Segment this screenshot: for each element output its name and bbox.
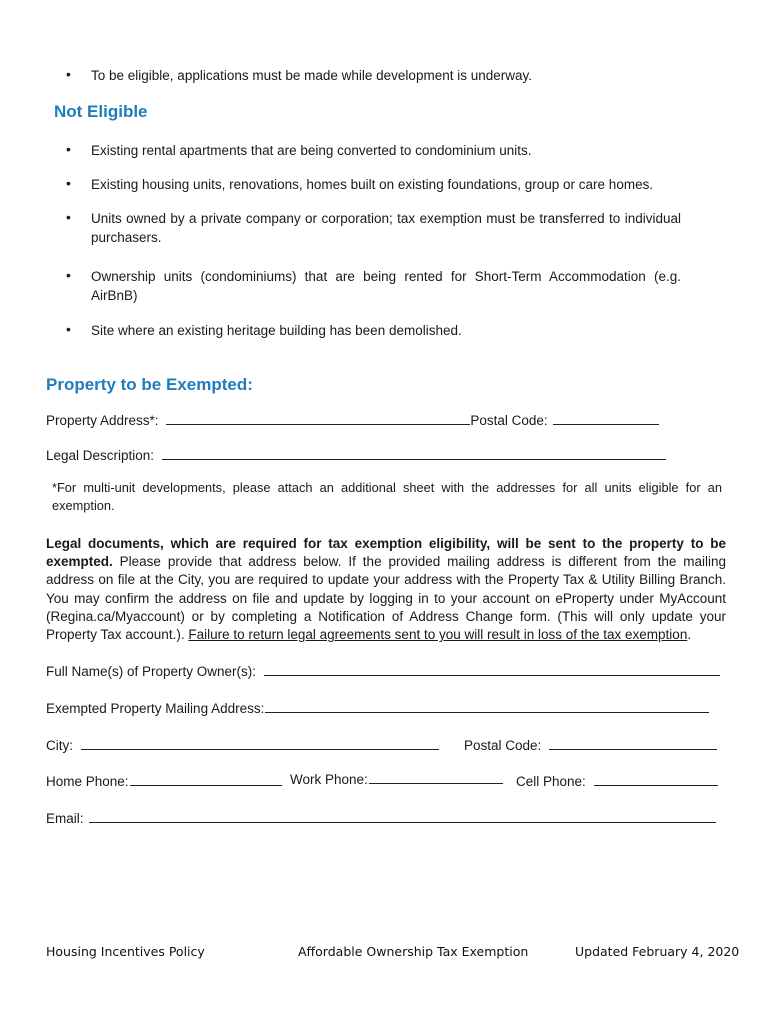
- owner-postal-row: [464, 736, 717, 753]
- owner-name-field[interactable]: [264, 662, 720, 676]
- property-address-field[interactable]: [166, 411, 470, 425]
- footer-left: Housing Incentives Policy: [46, 944, 205, 959]
- legal-documents-warning: Failure to return legal agreements sent to you will result in loss of the tax exemption: [188, 627, 688, 643]
- cell-phone-row: [516, 772, 718, 789]
- property-address-row: [46, 411, 659, 428]
- work-phone-label: Work Phone:: [290, 772, 368, 787]
- owner-postal-field[interactable]: [549, 736, 717, 750]
- legal-documents-body: Please provide that address below. If the provided mailing address is different from the mailing address on file at the City, you are required to update your address with the Property Tax & Utility Billing Branch. You may confirm the address on file and update by logging in to your account on eProperty under MyAccount (Regina.ca/Myaccount) or by completing a Notification of Address Change form. (This will only update your Property Tax account.).: [46, 554, 726, 643]
- email-row: [46, 809, 716, 826]
- mailing-address-field[interactable]: [265, 699, 709, 713]
- cell-phone-label: Cell Phone:: [516, 774, 586, 789]
- email-field[interactable]: [89, 809, 716, 823]
- legal-documents-paragraph: [46, 535, 726, 644]
- bullet-icon: •: [66, 175, 71, 191]
- bullet-icon: •: [66, 321, 71, 337]
- cell-phone-field[interactable]: [594, 772, 718, 786]
- legal-documents-end: .: [687, 627, 692, 643]
- property-postal-label: Postal Code:: [470, 413, 548, 428]
- legal-description-row: [46, 446, 666, 463]
- list-item-text: Existing rental apartments that are being converted to condominium units.: [91, 143, 532, 158]
- not-eligible-heading: Not Eligible: [54, 102, 148, 121]
- list-item-text: Existing housing units, renovations, homes built on existing foundations, group or care homes.: [91, 177, 654, 192]
- list-item-text: Ownership units (condominiums) that are being rented for Short-Term Accommodation (e.g. AirBnB): [91, 269, 681, 303]
- legal-description-label: Legal Description:: [46, 448, 155, 463]
- list-item-text: Units owned by a private company or corporation; tax exemption must be transferred to individual purchasers.: [91, 211, 681, 245]
- work-phone-row: [290, 770, 503, 787]
- property-address-label: Property Address*:: [46, 413, 159, 428]
- work-phone-field[interactable]: [369, 770, 503, 784]
- bullet-icon: •: [66, 209, 71, 225]
- multi-unit-note: *For multi-unit developments, please attach an additional sheet with the addresses for all units eligible for an exemption.: [52, 480, 722, 513]
- bullet-icon: •: [66, 267, 71, 283]
- email-label: Email:: [46, 811, 84, 826]
- owner-name-label: Full Name(s) of Property Owner(s):: [46, 664, 257, 679]
- bullet-icon: •: [66, 66, 71, 82]
- bullet-icon: •: [66, 141, 71, 157]
- home-phone-field[interactable]: [130, 772, 282, 786]
- city-row: [46, 736, 439, 753]
- home-phone-label: Home Phone:: [46, 774, 129, 789]
- footer-right: Updated February 4, 2020: [575, 944, 740, 959]
- home-phone-row: [46, 772, 282, 789]
- mailing-address-label: Exempted Property Mailing Address:: [46, 701, 265, 716]
- mailing-address-row: [46, 699, 709, 716]
- eligibility-text: To be eligible, applications must be made while development is underway.: [91, 68, 532, 83]
- city-field[interactable]: [81, 736, 439, 750]
- city-label: City:: [46, 738, 73, 753]
- legal-documents-bold: Legal documents, which are required for tax exemption eligibility, will be sent to the property to be exempted.: [46, 536, 726, 570]
- property-heading: Property to be Exempted:: [46, 375, 253, 394]
- property-postal-field[interactable]: [553, 411, 659, 425]
- legal-description-field[interactable]: [162, 446, 666, 460]
- list-item-text: Site where an existing heritage building has been demolished.: [91, 323, 462, 338]
- footer-center: Affordable Ownership Tax Exemption: [298, 944, 529, 959]
- owner-postal-label: Postal Code:: [464, 738, 542, 753]
- owner-name-row: [46, 662, 720, 679]
